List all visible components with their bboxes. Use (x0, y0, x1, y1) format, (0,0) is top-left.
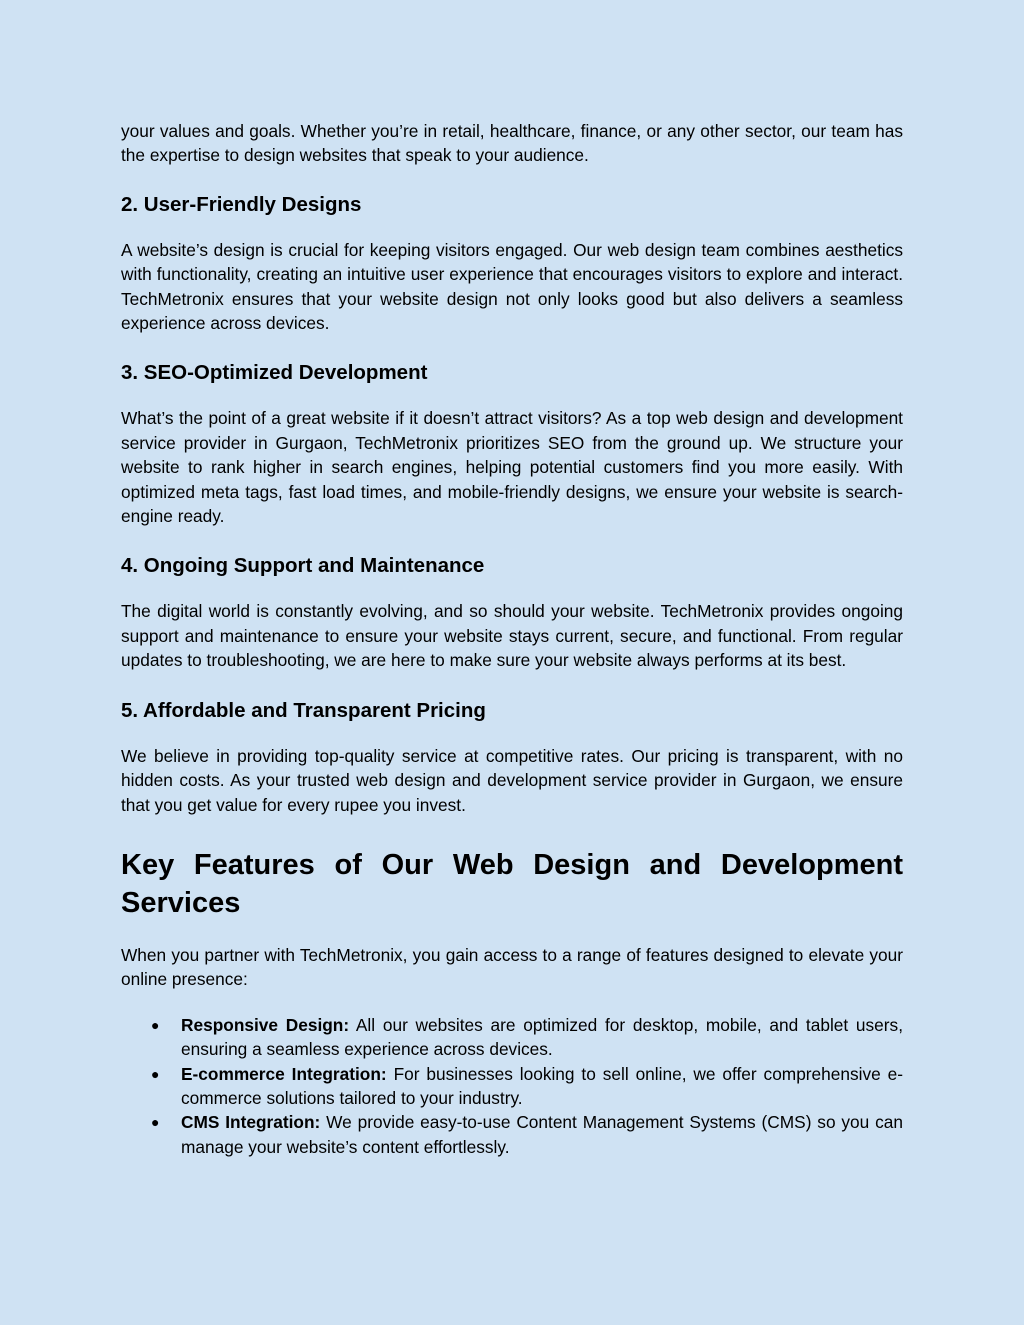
document-content (121, 119, 903, 1159)
feature-text: For businesses looking to sell online, we offer comprehensive e-commerce solutions tailored to your industry. (181, 1063, 904, 1108)
section-heading-seo: 3. SEO-Optimized Development (121, 361, 428, 385)
bullet-icon: ● (151, 1016, 160, 1033)
intro-paragraph: your values and goals. Whether you’re in retail, healthcare, finance, or any other sector, our team has the expertise to design websites that speak to your audience. (121, 121, 903, 166)
feature-label: CMS Integration: (181, 1112, 321, 1133)
feature-label: E-commerce Integration: (181, 1063, 387, 1084)
section-heading-support: 4. Ongoing Support and Maintenance (121, 554, 485, 578)
feature-text: We provide easy-to-use Content Management Systems (CMS) so you can manage your website’s content effortlessly. (181, 1112, 903, 1157)
feature-label: Responsive Design: (181, 1014, 350, 1035)
list-item (121, 1013, 903, 1062)
section-body-support: The digital world is constantly evolving, and so should your website. TechMetronix provides ongoing support and maintenance to ensure your website stays current, secure, and functional. From regular updates to troubleshooting, we are here to make sure your website always performs at its best. (121, 601, 903, 671)
key-features-heading: Key Features of Our Web Design and Development Services (121, 848, 903, 919)
section-body-seo: What’s the point of a great website if it doesn’t attract visitors? As a top web design and development service provider in Gurgaon, TechMetronix prioritizes SEO from the ground up. We structure your website to rank higher in search engines, helping potential customers find you more easily. With optimized meta tags, fast load times, and mobile-friendly designs, we ensure your website is search-engine ready. (121, 408, 903, 527)
key-features-intro: When you partner with TechMetronix, you gain access to a range of features designed to elevate your online presence: (121, 944, 903, 990)
list-item (121, 1110, 903, 1159)
section-body-user-friendly: A website’s design is crucial for keeping visitors engaged. Our web design team combines aesthetics with functionality, creating an intuitive user experience that encourages visitors to explore and interact. TechMetronix ensures that your website design not only looks good but also delivers a seamless experience across devices. (121, 239, 903, 334)
bullet-icon: ● (151, 1065, 160, 1082)
section-body-pricing: We believe in providing top-quality service at competitive rates. Our pricing is transparent, with no hidden costs. As your trusted web design and development service provider in Gurgaon, we ensure that you get value for every rupee you invest. (121, 745, 903, 815)
list-item (121, 1062, 903, 1111)
key-features-list (121, 1013, 903, 1159)
section-heading-pricing: 5. Affordable and Transparent Pricing (121, 698, 486, 722)
section-heading-user-friendly: 2. User-Friendly Designs (121, 192, 362, 216)
feature-text: All our websites are optimized for desktop, mobile, and tablet users, ensuring a seamless experience across devices. (181, 1014, 903, 1060)
bullet-icon: ● (151, 1114, 160, 1131)
